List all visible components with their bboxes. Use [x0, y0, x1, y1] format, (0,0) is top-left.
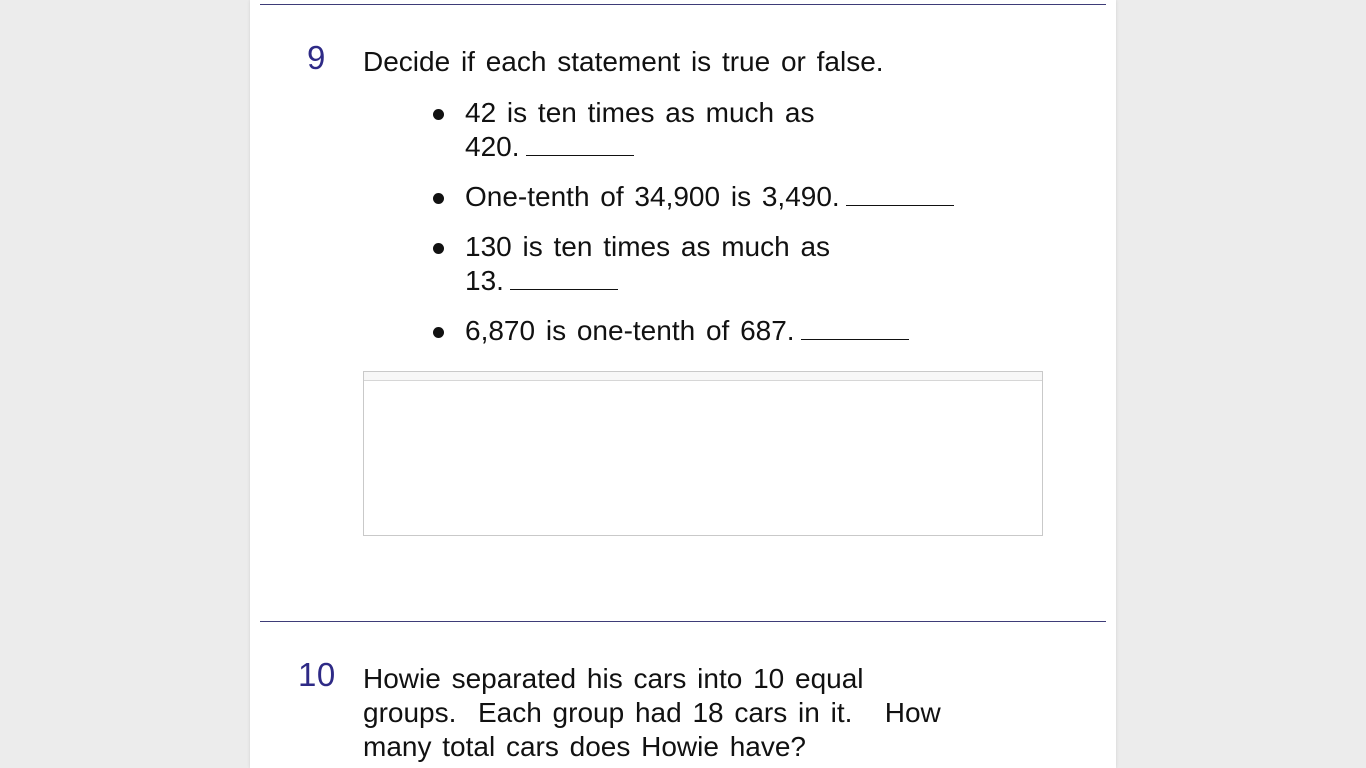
- answer-blank[interactable]: [526, 133, 634, 156]
- statement-item: [465, 230, 1025, 298]
- statement-text-cont: 420.: [465, 131, 520, 162]
- statement-text-cont: 13.: [465, 265, 504, 296]
- question-divider: [260, 621, 1106, 622]
- statement-text: 130 is ten times as much as: [465, 231, 831, 262]
- statement-text: 42 is ten times as much as: [465, 97, 815, 128]
- answer-blank[interactable]: [801, 317, 909, 340]
- question-prompt: Decide if each statement is true or false.: [363, 46, 884, 77]
- question-prompt-line: groups. Each group had 18 cars in it. How: [363, 697, 941, 728]
- bullet-icon: [433, 193, 444, 204]
- worksheet-page: [250, 0, 1116, 768]
- statement-item: [465, 96, 1025, 164]
- question-number: 10: [298, 656, 336, 693]
- statement-text: 6,870 is one-tenth of 687.: [465, 315, 795, 346]
- bullet-icon: [433, 109, 444, 120]
- statement-item: [465, 180, 1025, 214]
- answer-text-box[interactable]: [363, 371, 1043, 536]
- answer-blank[interactable]: [846, 183, 954, 206]
- question-prompt-line: Howie separated his cars into 10 equal: [363, 663, 864, 694]
- question-prompt-line: many total cars does Howie have?: [363, 731, 806, 762]
- statement-list: [465, 96, 1025, 364]
- answer-box-toolbar: [364, 372, 1042, 381]
- question-number: 9: [307, 39, 326, 76]
- statement-text: One-tenth of 34,900 is 3,490.: [465, 181, 840, 212]
- question-divider: [260, 4, 1106, 5]
- question-prompt: [363, 662, 1003, 764]
- bullet-icon: [433, 243, 444, 254]
- statement-item: [465, 314, 1025, 348]
- answer-blank[interactable]: [510, 267, 618, 290]
- bullet-icon: [433, 327, 444, 338]
